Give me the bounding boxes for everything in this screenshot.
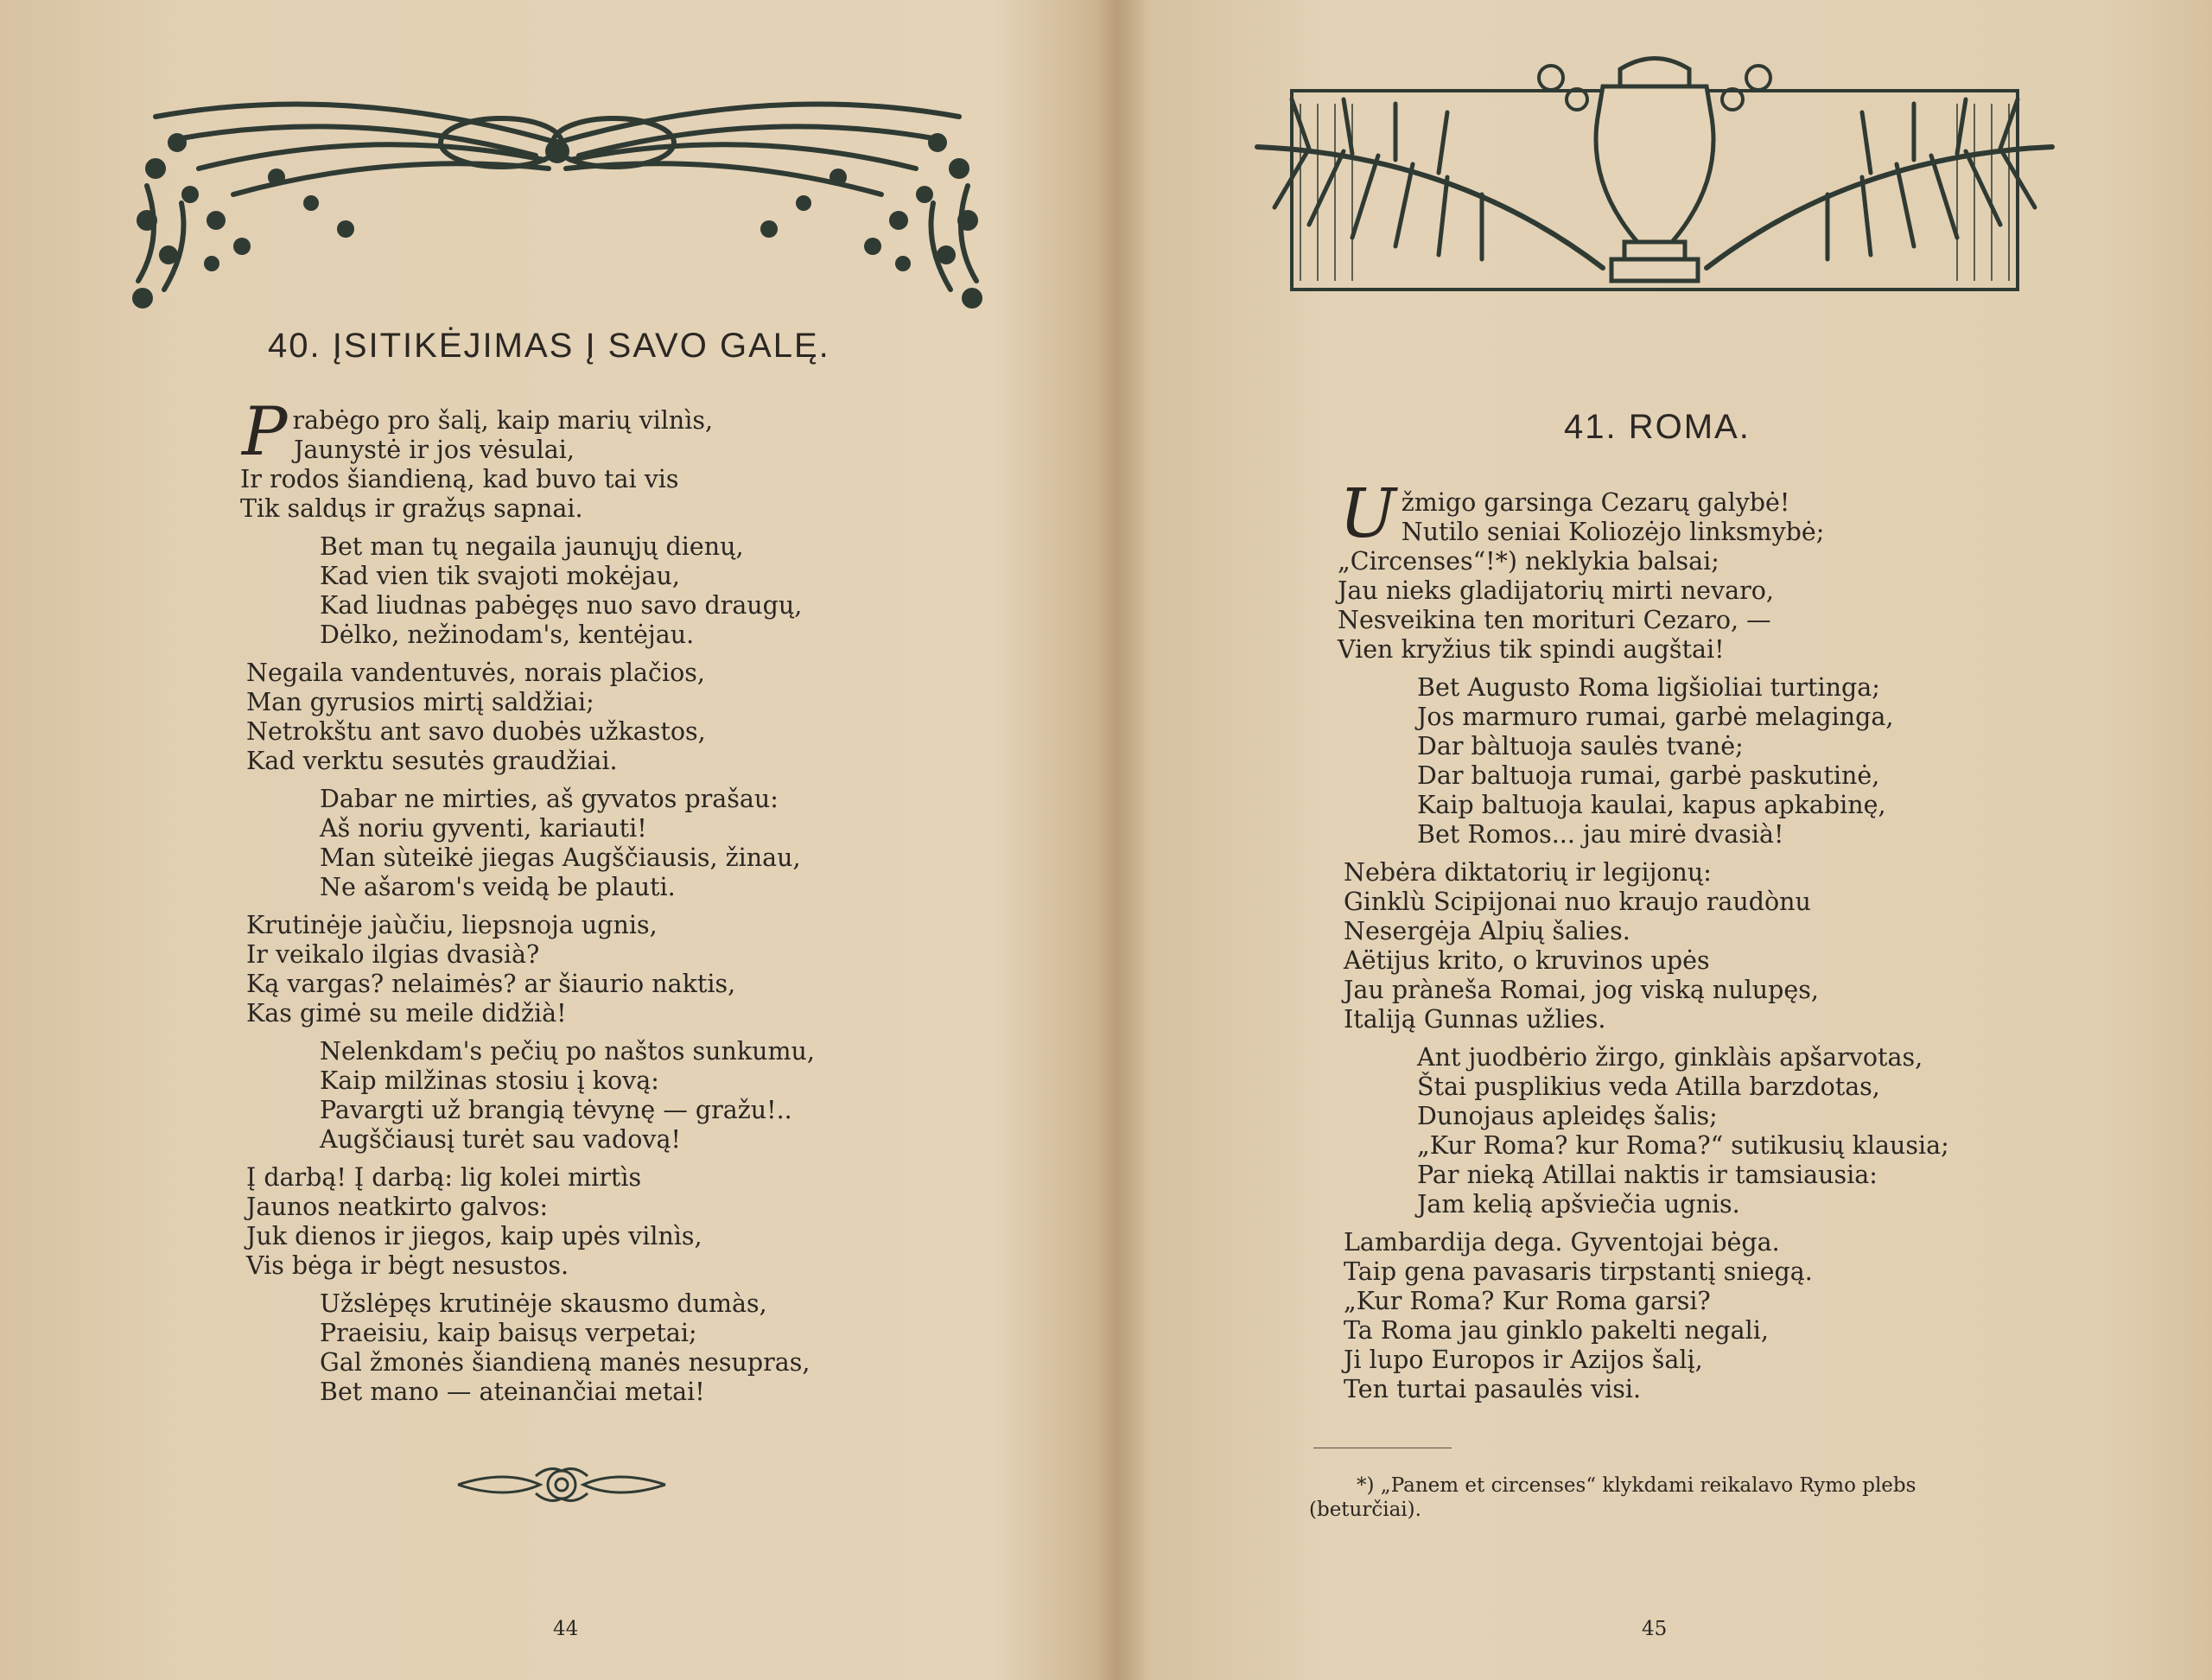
poem-line: Nesergėja Alpių šalies. bbox=[1344, 917, 1630, 945]
poem-line: Man gyrusios mirtį saldžiai; bbox=[246, 688, 594, 716]
poem-line: Gal žmonės šiandieną manės nesupras, bbox=[320, 1348, 810, 1377]
poem-line: žmigo garsinga Cezarų galybė! bbox=[1401, 488, 1790, 517]
poem-line: Aš noriu gyventi, kariauti! bbox=[320, 814, 647, 843]
poem-line: Negaila vandentuvės, norais plačios, bbox=[246, 659, 705, 687]
poem-line: Štai pusplikius veda Atilla barzdotas, bbox=[1417, 1072, 1880, 1101]
poem-line: Jaunos neatkirto galvos: bbox=[246, 1193, 549, 1221]
poem-line: Užslėpęs krutinėje skausmo dumàs, bbox=[320, 1289, 767, 1318]
tailpiece-ornament bbox=[454, 1460, 670, 1508]
poem-line: Kaip baltuoja kaulai, kapus apkabinę, bbox=[1417, 791, 1886, 819]
stanza bbox=[1344, 858, 1949, 1034]
stanza bbox=[1417, 673, 1949, 850]
poem-line: Krutinėje jaùčiu, liepsnoja ugnis, bbox=[246, 911, 658, 939]
poem-line: Tik saldųs ir gražųs sapnai. bbox=[240, 494, 583, 523]
poem-line: Vis bėga ir bėgt nesustos. bbox=[246, 1251, 569, 1280]
poem-line: Juk dienos ir jiegos, kaip upės vilnìs, bbox=[246, 1222, 702, 1250]
drop-cap: P bbox=[242, 393, 288, 471]
stanza bbox=[246, 659, 815, 776]
drop-cap: U bbox=[1339, 475, 1396, 553]
poem-line: Bet man tų negaila jaunųjų dienų, bbox=[320, 532, 744, 561]
poem-line: Bet mano — ateinančiai metai! bbox=[320, 1378, 705, 1406]
poem-line: Nelenkdam's pečių po naštos sunkumu, bbox=[320, 1037, 815, 1066]
poem-line: Nesveikina ten morituri Cezaro, — bbox=[1338, 606, 1771, 634]
poem-line: Lambardija dega. Gyventojai bėga. bbox=[1344, 1228, 1780, 1257]
poem-line: Italiją Gunnas užlies. bbox=[1344, 1005, 1606, 1034]
footnote-line: (beturčiai). bbox=[1309, 1499, 1421, 1521]
stanza bbox=[1417, 1043, 1949, 1219]
poem-body bbox=[1338, 475, 1949, 1413]
poem-line: Jos marmuro rumai, garbė melaginga, bbox=[1417, 703, 1894, 731]
poem-line: Ginklù Scipijonai nuo kraujo raudònu bbox=[1344, 888, 1811, 916]
stanza bbox=[1344, 1228, 1949, 1404]
poem-line: Ten turtai pasaulės visi. bbox=[1344, 1375, 1642, 1403]
stanza bbox=[246, 911, 815, 1028]
poem-title: 40. ĮSITIKĖJIMAS Į SAVO GALĘ. bbox=[268, 327, 830, 365]
page-number: 45 bbox=[1642, 1618, 1668, 1640]
poem-line: Vien kryžius tik spindi augštai! bbox=[1338, 635, 1725, 664]
poem-line: Į darbą! Į darbą: lig kolei mirtìs bbox=[246, 1163, 642, 1192]
poem-line: Jam kelią apšviečia ugnis. bbox=[1417, 1190, 1740, 1219]
poem-line: Ant juodbėrio žirgo, ginklàis apšarvotas, bbox=[1417, 1043, 1923, 1072]
poem-line: Nebėra diktatorių ir legijonų: bbox=[1344, 858, 1712, 887]
poem-line: Man sùteikė jiegas Augščiausis, žinau, bbox=[320, 843, 801, 872]
poem-line: Pavargti už brangią tėvynę — gražu!.. bbox=[320, 1096, 792, 1124]
poem-line: Ji lupo Europos ir Azijos šalį, bbox=[1344, 1346, 1703, 1374]
poem-line: „Circenses“!*) neklykia balsai; bbox=[1338, 547, 1719, 576]
stanza bbox=[1338, 475, 1949, 665]
poem-line: Nutilo seniai Koliozėjo linksmybė; bbox=[1401, 518, 1825, 546]
page-number: 44 bbox=[553, 1618, 579, 1640]
poem-line: Jaunystė ir jos vėsulai, bbox=[294, 436, 575, 464]
stanza bbox=[320, 785, 815, 902]
poem-line: Par nieką Atillai naktis ir tamsiausia: bbox=[1417, 1161, 1878, 1189]
poem-line: Ką vargas? nelaimės? ar šiaurio naktis, bbox=[246, 970, 736, 998]
poem-body bbox=[240, 393, 815, 1416]
poem-line: Dar baltuoja rumai, garbė paskutinė, bbox=[1417, 761, 1880, 790]
poem-line: „Kur Roma? Kur Roma garsi? bbox=[1344, 1287, 1711, 1315]
urn-palm-ornament bbox=[1240, 52, 2069, 311]
footnote-line: *) „Panem et circenses“ klykdami reikalavo Rymo plebs bbox=[1357, 1474, 1916, 1497]
poem-line: rabėgo pro šalį, kaip marių vilnìs, bbox=[292, 406, 714, 435]
poem-line: Ne ašarom's veidą be plauti. bbox=[320, 873, 676, 901]
poem-line: Taip gena pavasaris tirpstantį sniegą. bbox=[1344, 1257, 1813, 1286]
poem-line: „Kur Roma? kur Roma?“ sutikusių klausia; bbox=[1417, 1131, 1949, 1160]
stanza bbox=[246, 1163, 815, 1281]
poem-line: Kaip milžinas stosiu į kovą: bbox=[320, 1066, 659, 1095]
poem-line: Bet Romos... jau mirė dvasià! bbox=[1417, 820, 1784, 849]
stanza bbox=[320, 532, 815, 650]
poem-line: Ir veikalo ilgias dvasià? bbox=[246, 940, 540, 969]
poem-line: Ta Roma jau ginklo pakelti negali, bbox=[1344, 1316, 1769, 1345]
poem-line: Dunojaus apleidęs šalis; bbox=[1417, 1102, 1718, 1130]
poem-line: Kas gimė su meile didžià! bbox=[246, 999, 567, 1028]
poem-line: Netrokštu ant savo duobės užkastos, bbox=[246, 717, 706, 746]
poem-line: Dabar ne mirties, aš gyvatos prašau: bbox=[320, 785, 779, 813]
poem-line: Kad verktu sesutės graudžiai. bbox=[246, 747, 618, 775]
poem-line: Jau nieks gladijatorių mirti nevaro, bbox=[1338, 576, 1774, 605]
poem-title: 41. ROMA. bbox=[1564, 408, 1751, 446]
stanza bbox=[320, 1289, 815, 1407]
right-page bbox=[1106, 0, 2212, 1680]
poem-line: Augščiausį turėt sau vadovą! bbox=[320, 1125, 681, 1154]
poem-line: Jau pràneša Romai, jog viską nulupęs, bbox=[1344, 976, 1819, 1004]
poem-line: Dėlko, nežinodam's, kentėjau. bbox=[320, 620, 695, 649]
poem-line: Ir rodos šiandieną, kad buvo tai vis bbox=[240, 465, 679, 493]
poem-line: Kad liudnas pabėgęs nuo savo draugų, bbox=[320, 591, 803, 620]
poem-line: Kad vien tik svajoti mokėjau, bbox=[320, 562, 680, 590]
stanza bbox=[320, 1037, 815, 1155]
stanza bbox=[240, 393, 815, 524]
poem-line: Dar bàltuoja saulės tvanė; bbox=[1417, 732, 1744, 760]
poem-line: Aëtijus krito, o kruvinos upės bbox=[1344, 946, 1710, 975]
poem-line: Bet Augusto Roma ligšioliai turtinga; bbox=[1417, 673, 1880, 702]
poem-line: Praeisiu, kaip baisųs verpetai; bbox=[320, 1319, 697, 1347]
floral-ribbon-ornament bbox=[130, 91, 985, 333]
footnote bbox=[1309, 1473, 2000, 1522]
